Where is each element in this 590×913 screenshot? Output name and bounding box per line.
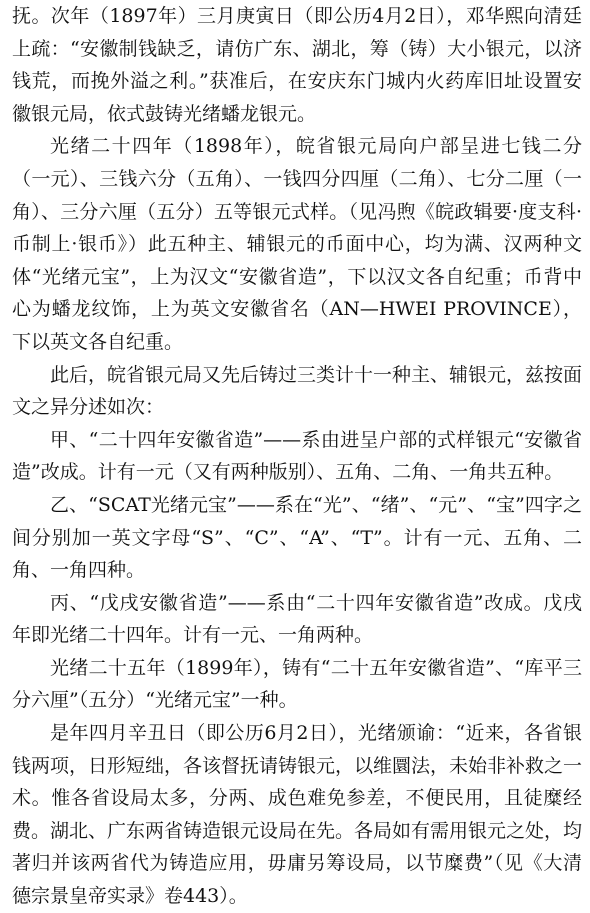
document-page	[12, 0, 583, 908]
paragraph-2: 光绪二十四年（1898年），皖省银元局向户部呈进七钱二分（一元）、三钱六分（五角）、一钱四分四厘（二角）、七分二厘（一角）、三分六厘（五分）五等银元式样。（见冯煦《皖政辑要·度支科·币制上·银币》）此五种主、辅银元的币面中心，均为满、汉两种文体“光绪元宝”，上为汉文“安徽省造”，下以汉文各自纪重；币背中心为蟠龙纹饰，上为英文安徽省名（AN—HWEI PROVINCE），下以英文各自纪重。	[12, 135, 582, 353]
paragraph-3: 此后，皖省银元局又先后铸过三类计十一种主、辅银元，兹按面文之异分述如次：	[12, 363, 583, 419]
paragraph-8: 是年四月辛丑日（即公历6月2日），光绪颁谕：“近来，各省银钱两项，日形短绌，各该督抚请铸银元，以维圜法，未始非补救之一术。惟各省设局太多，分两、成色难免参差，不便民用，且徒糜经费。湖北、广东两省铸造银元设局在先。各局如有需用银元之处，均著归并该两省代为铸造应用，毋庸另筹设局，以节糜费”（见《大清德宗景皇帝实录》卷443）。	[12, 722, 583, 908]
paragraph-4: 甲、“二十四年安徽省造”——系由进呈户部的式样银元“安徽省造”改成。计有一元（又有两种版别）、五角、二角、一角共五种。	[12, 428, 582, 484]
paragraph-7: 光绪二十五年（1899年），铸有“二十五年安徽省造”、“库平三分六厘”（五分）“光绪元宝”一种。	[12, 656, 582, 712]
paragraph-5: 乙、“SCAT光绪元宝”——系在“光”、“绪”、“元”、“宝”四字之间分别加一英文字母“S”、“C”、“A”、“T”。计有一元、五角、二角、一角四种。	[12, 493, 582, 582]
paragraph-6: 丙、“戊戌安徽省造”——系由“二十四年安徽省造”改成。戊戌年即光绪二十四年。计有一元、一角两种。	[12, 591, 582, 647]
paragraph-1: 抚。次年（1897年）三月庚寅日（即公历4月2日），邓华熙向清廷上疏：“安徽制钱缺乏，请仿广东、湖北，筹（铸）大小银元，以济钱荒，而挽外溢之利。”获准后，在安庆东门城内火药库旧址设置安徽银元局，依式鼓铸光绪蟠龙银元。	[12, 5, 582, 125]
